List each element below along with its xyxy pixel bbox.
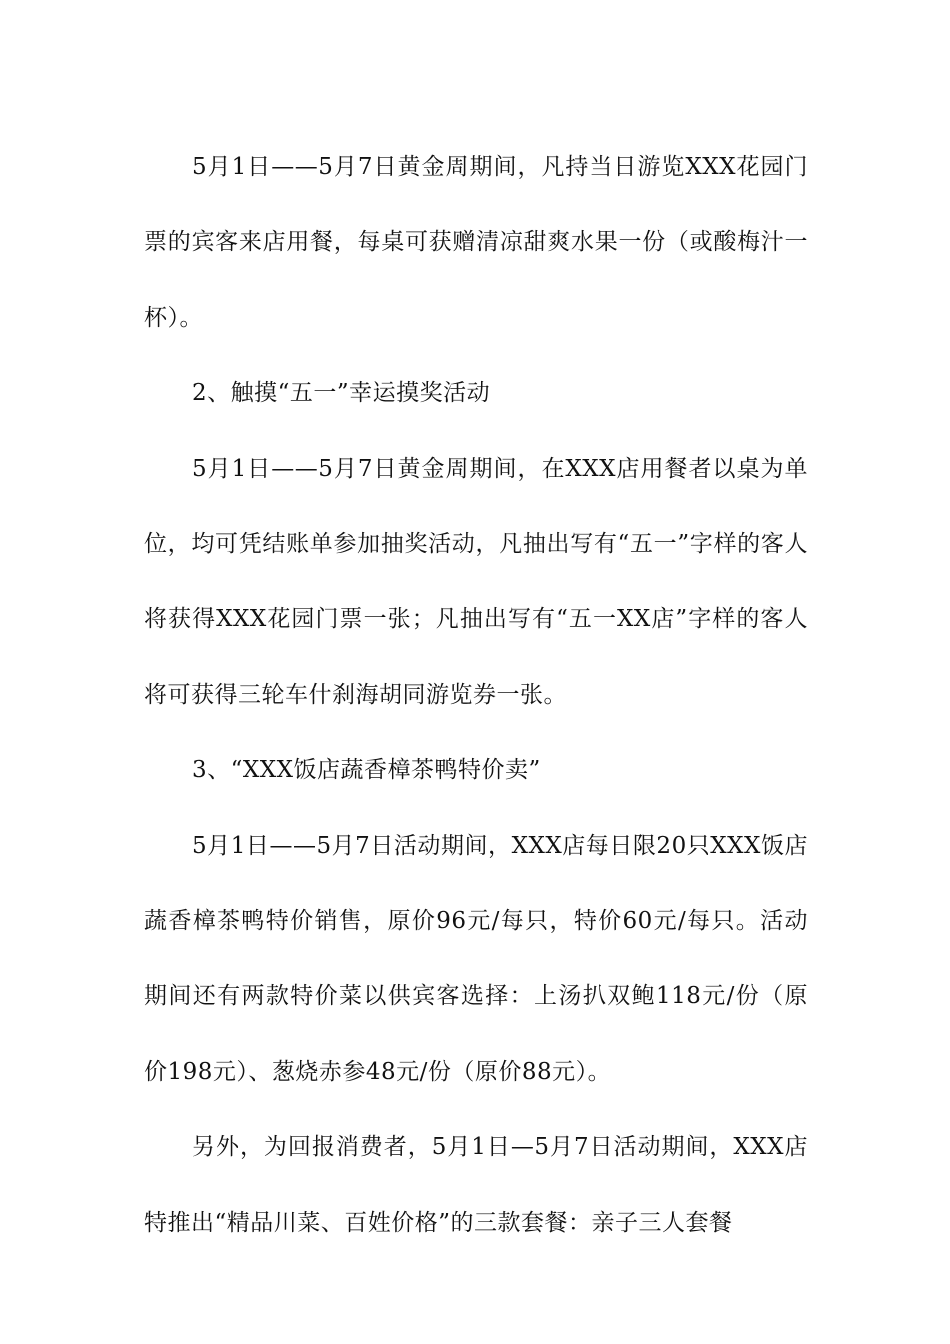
paragraph-gift-fruit: 5月1日——5月7日黄金周期间，凡持当日游览XXX花园门票的宾客来店用餐，每桌可获赠清凉甜爽水果一份（或酸梅汁一杯）。 xyxy=(144,154,808,331)
paragraph-special-duck: 5月1日——5月7日活动期间，XXX店每日限20只XXX饭店蔬香樟茶鸭特价销售，原价96元/每只，特价60元/每只。活动期间还有两款特价菜以供宾客选择：上汤扒双鲍118元/份（原价198元）、葱烧赤参48元/份（原价88元）。 xyxy=(144,832,808,1085)
paragraph-lucky-draw: 5月1日——5月7日黄金周期间，在XXX店用餐者以桌为单位，均可凭结账单参加抽奖活动，凡抽出写有“五一”字样的客人将获得XXX花园门票一张；凡抽出写有“五一XX店”字样的客人将可获得三轮车什刹海胡同游览券一张。 xyxy=(144,455,808,708)
document-body xyxy=(144,130,808,1261)
paragraph-set-meals: 另外，为回报消费者，5月1日—5月7日活动期间，XXX店特推出“精品川菜、百姓价格”的三款套餐：亲子三人套餐 xyxy=(144,1134,808,1236)
heading-special-duck: 3、“XXX饭店蔬香樟茶鸭特价卖” xyxy=(192,757,541,784)
heading-lucky-draw: 2、触摸“五一”幸运摸奖活动 xyxy=(192,380,491,407)
